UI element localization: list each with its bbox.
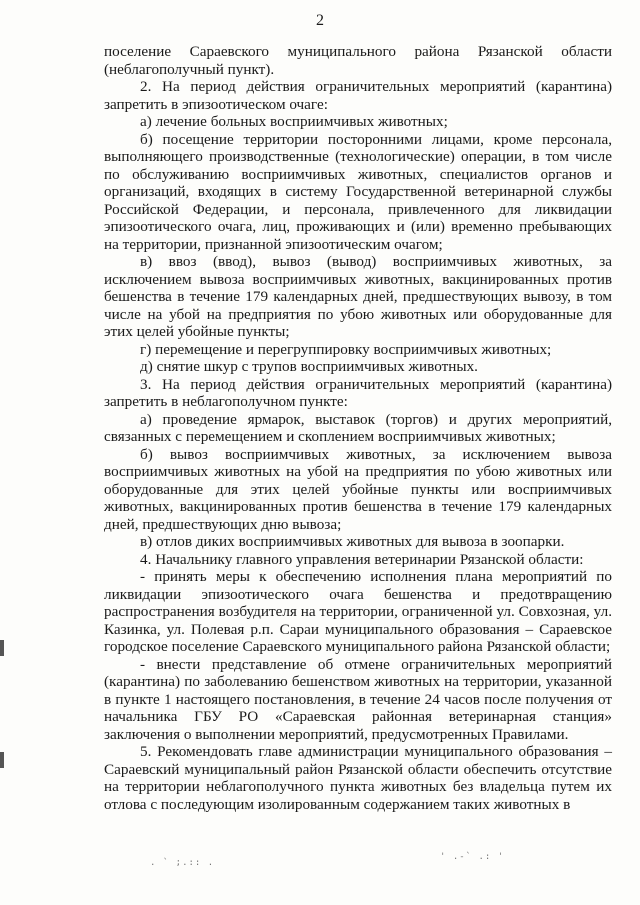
paragraph: г) перемещение и перегруппировку восприимчивых животных;: [140, 340, 552, 358]
page-number: 2: [316, 12, 324, 29]
scan-edge-mark: [0, 640, 4, 656]
paragraph: д) снятие шкур с трупов восприимчивых животных.: [140, 358, 478, 375]
paragraph: а) проведение ярмарок, выставок (торгов) и других мероприятий, связанных с перемещением и скоплением восприимчивых животных;: [104, 410, 612, 445]
paragraph: в) отлов диких восприимчивых животных для вывоза в зоопарки.: [140, 533, 565, 550]
paragraph: - принять меры к обеспечению исполнения плана мероприятий по ликвидации эпизоотического очага бешенства и предотвращению распространения возбудителя на территории, ограниченной ул. Совхозная, ул. Казинка, ул. Полевая р.п. Сараи муниципального образования – Сараевское городское поселение Сараевского муниципального района Рязанской области;: [104, 568, 612, 655]
document-body: [104, 43, 612, 813]
scan-noise: ' .-` .: ': [440, 852, 505, 862]
scan-edge-mark: [0, 752, 4, 768]
paragraph: - внести представление об отмене ограничительных мероприятий (карантина) по заболеванию бешенством животных на территории, указанной в пункте 1 настоящего постановления, в течение 24 часов после получения от начальника ГБУ РО «Сараевская районная ветеринарная станция» заключения о выполнении мероприятий, предусмотренных Правилами.: [104, 655, 612, 743]
paragraph: 4. Начальнику главного управления ветеринарии Рязанской области:: [140, 550, 584, 568]
paragraph: б) посещение территории посторонними лицами, кроме персонала, выполняющего производственные (технологические) операции, в том числе по обслуживанию восприимчивых животных, специалистов органов и организаций, входящих в систему Государственной ветеринарной службы Российской Федерации, и персонала, привлеченного для ликвидации эпизоотического очага, лиц, проживающих и (или) временно пребывающих на территории, признанной эпизоотическим очагом;: [104, 130, 612, 253]
paragraph: 2. На период действия ограничительных мероприятий (карантина) запретить в эпизоотическом очаге:: [104, 78, 612, 113]
paragraph: 3. На период действия ограничительных мероприятий (карантина) запретить в неблагополучном пункте:: [104, 375, 612, 410]
paragraph: поселение Сараевского муниципального района Рязанской области (неблагополучный пункт).: [104, 43, 612, 78]
scan-noise: . ` ;.:: .: [150, 858, 215, 868]
paragraph: б) вывоз восприимчивых животных, за исключением вывоза восприимчивых животных на убой на предприятия по убою животных или оборудованные для этих целей убойные пункты или восприимчивых животных, вакцинированных против бешенства в течение 179 календарных дней, предшествующих дню вывоза;: [104, 445, 612, 533]
paragraph: в) ввоз (ввод), вывоз (вывод) восприимчивых животных, за исключением вывоза восприимчивых животных, вакцинированных против бешенства в течение 179 календарных дней, предшествующих вывозу, в том числе на убой на предприятия по убою животных или оборудованные для этих целей убойные пункты;: [104, 253, 612, 340]
paragraph: а) лечение больных восприимчивых животных;: [140, 113, 448, 130]
paragraph: 5. Рекомендовать главе администрации муниципального образования – Сараевский муниципальный район Рязанской области обеспечить отсутствие на территории неблагополучного пункта животных без владельца путем их отлова с последующим изолированным содержанием таких животных в: [104, 743, 612, 813]
